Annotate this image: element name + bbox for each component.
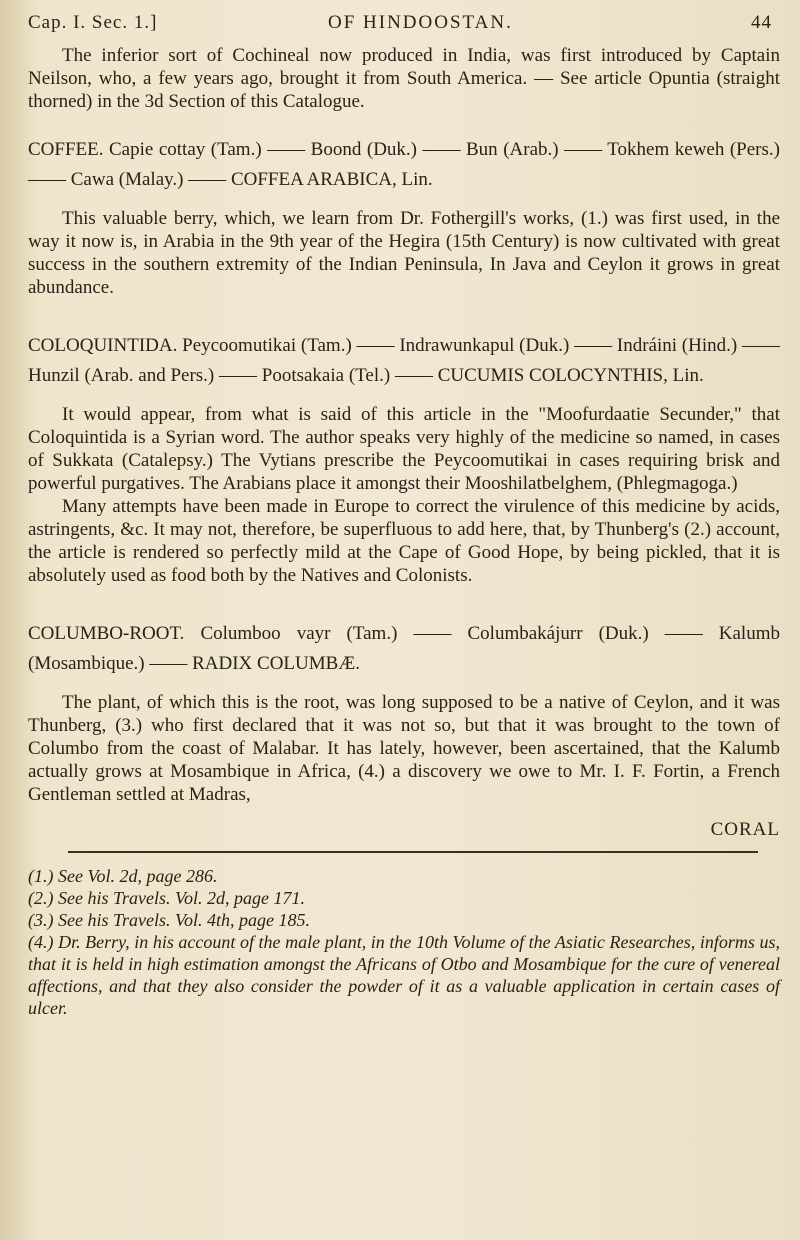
running-header — [28, 12, 772, 42]
coffee-heading: COFFEE. Capie cottay (Tam.) —— Boond (Duk.) —— Bun (Arab.) —— Tokhem keweh (Pers.) —— Cawa (Malay.) —— COFFEA ARABICA, Lin. — [28, 139, 780, 190]
intro-paragraph: The inferior sort of Cochineal now produced in India, was first introduced by Captain Neilson, who, a few years ago, brought it from South America. — See article Opuntia (straight thorned) in the 3d Section of this Catalogue. — [28, 45, 780, 112]
footnote-divider — [68, 851, 758, 853]
footnote-1: (1.) See Vol. 2d, page 286. — [28, 866, 218, 886]
coloquintida-heading: COLOQUINTIDA. Peycoomutikai (Tam.) —— Indrawunkapul (Duk.) —— Indráini (Hind.) —— Hunzil (Arab. and Pers.) —— Pootsakaia (Tel.) —— CUCUMIS COLOCYNTHIS, Lin. — [28, 335, 780, 386]
coffee-text: This valuable berry, which, we learn from Dr. Fothergill's works, (1.) was first used, in the way it now is, in Arabia in the 9th year of the Hegira (15th Century) is now cultivated with great success in the southern extremity of the Indian Peninsula, In Java and Ceylon it grows in great abundance. — [28, 208, 780, 298]
footnote-4: (4.) Dr. Berry, in his account of the male plant, in the 10th Volume of the Asiatic Researches, informs us, that it is held in high estimation amongst the Africans of Otbo and Mosambique for the cure of venereal affections, and that they also consider the powder of it as a valuable application in certain cases of ulcer. — [28, 932, 780, 1018]
footnote-2: (2.) See his Travels. Vol. 2d, page 171. — [28, 888, 305, 908]
columbo-heading: COLUMBO-ROOT. Columboo vayr (Tam.) —— Columbakájurr (Duk.) —— Kalumb (Mosambique.) —— RADIX COLUMBÆ. — [28, 623, 780, 674]
coloquintida-text-2: Many attempts have been made in Europe to correct the virulence of this medicine by acids, astringents, &c. It may not, therefore, be superfluous to add here, that, by Thunberg's (2.) account, the article is rendered so perfectly mild at the Cape of Good Hope, by being pickled, that it is absolutely used as food both by the Natives and Colonists. — [28, 496, 780, 586]
page-number: 44 — [751, 12, 772, 33]
catchword: CORAL — [710, 819, 780, 840]
columbo-text: The plant, of which this is the root, was long supposed to be a native of Ceylon, and it was Thunberg, (3.) who first declared that it was not so, but that it was brought to the town of Columbo from the coast of Malabar. It has lately, however, been ascertained, that the Kalumb actually grows at Mosambique in Africa, (4.) a discovery we owe to Mr. I. F. Fortin, a French Gentleman settled at Madras, — [28, 692, 780, 805]
coloquintida-text: It would appear, from what is said of this article in the "Moofurdaatie Secunder," that Coloquintida is a Syrian word. The author speaks very highly of the medicine so named, in cases of Sukkata (Catalepsy.) The Vytians prescribe the Peycoomutikai in cases requiring brisk and powerful purgatives. The Arabians place it amongst their Mooshilatbelghem, (Phlegmagoga.) — [28, 404, 780, 494]
header-section: Cap. I. Sec. 1.] — [28, 12, 158, 33]
page-body — [28, 44, 780, 1019]
header-title: OF HINDOOSTAN. — [328, 12, 513, 33]
footnotes — [28, 865, 780, 1019]
footnote-3: (3.) See his Travels. Vol. 4th, page 185. — [28, 910, 310, 930]
